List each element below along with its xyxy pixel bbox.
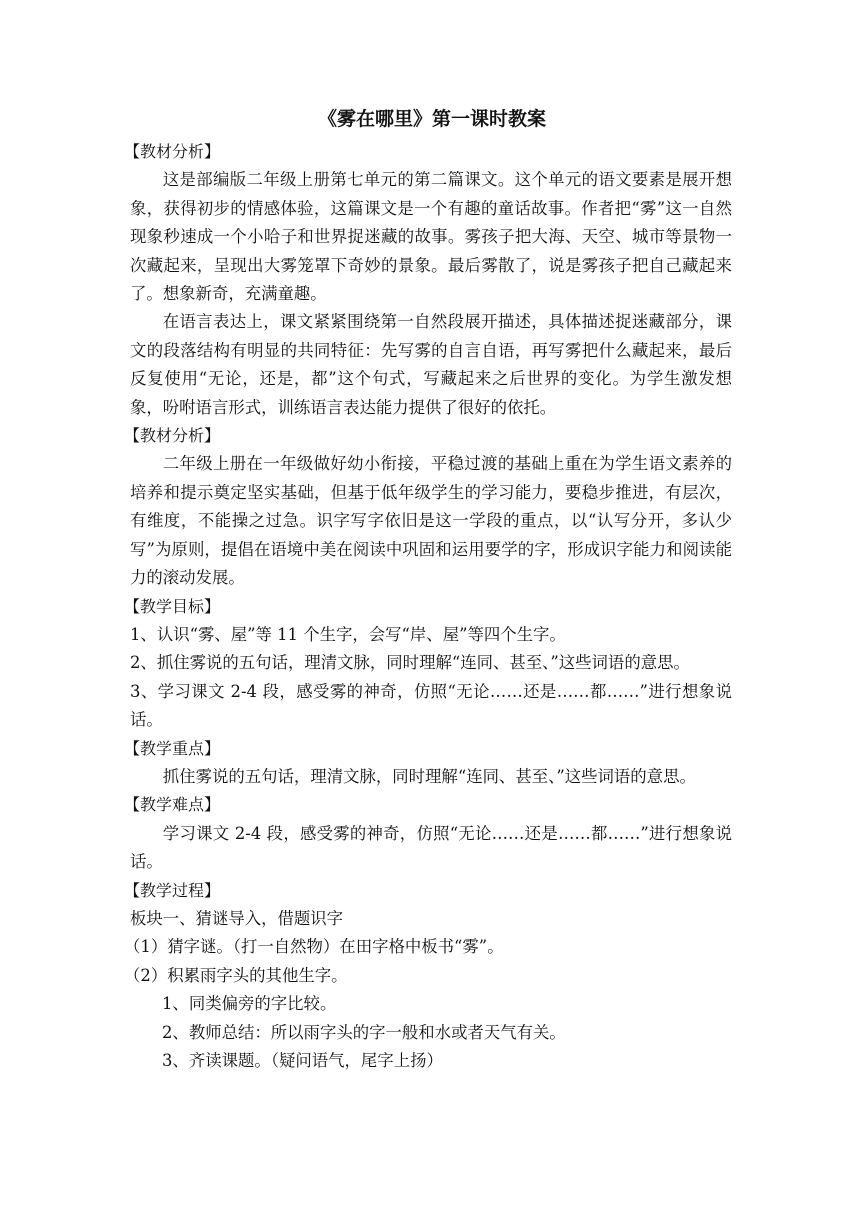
paragraph: 二年级上册在一年级做好幼小衔接，平稳过渡的基础上重在为学生语文素养的培养和提示奠定坚实基础，但基于低年级学生的学习能力，要稳步推进，有层次，有维度，不能操之过急。识字写字依旧是这一学段的重点，以“认写分开，多认少写”为原则，提倡在语境中美在阅读中巩固和运用要学的字，形成识字能力和阅读能力的滚动发展。 [130, 454, 732, 588]
goal-item: 2、抓住雾说的五句话，理清文脉，同时理解“连同、甚至、”这些词语的意思。 [130, 653, 690, 673]
paragraph: 学习课文 2-4 段，感受雾的神奇，仿照“无论……还是……都……”进行想象说话。 [130, 823, 732, 872]
substep-item: 2、教师总结：所以雨字头的字一般和水或者天气有关。 [162, 1022, 566, 1042]
goal-item: 3、学习课文 2-4 段，感受雾的神奇，仿照“无论……还是……都……”进行想象说话。 [130, 681, 732, 730]
step-item: （1）猜字谜。（打一自然物）在田字格中板书“雾”。 [124, 937, 504, 957]
section-heading-teaching-focus: 【教学重点】 [124, 738, 221, 758]
substep-item: 1、同类偏旁的字比较。 [162, 994, 337, 1014]
substep-item: 3、齐读课题。（疑问语气，尾字上扬） [162, 1051, 443, 1070]
block-title: 板块一、猜谜导入，借题识字 [130, 908, 344, 928]
section-heading-teaching-goals: 【教学目标】 [124, 596, 221, 616]
section-heading-material-analysis: 【教材分析】 [124, 142, 221, 161]
goal-item: 1、认识“雾、屋”等 11 个生字，会写“岸、屋”等四个生字。 [130, 624, 566, 644]
section-heading-teaching-difficulty: 【教学难点】 [124, 795, 221, 815]
paragraph: 这是部编版二年级上册第七单元的第二篇课文。这个单元的语文要素是展开想象，获得初步的情感体验，这篇课文是一个有趣的童话故事。作者把“雾”这一自然现象秒速成一个小哈子和世界捉迷藏的故事。雾孩子把大海、天空、城市等景物一次藏起来，呈现出大雾笼罩下奇妙的景象。最后雾散了，说是雾孩子把自己藏起来了。想象新奇，充满童趣。 [130, 170, 732, 304]
paragraph: 抓住雾说的五句话，理清文脉，同时理解“连同、甚至、”这些词语的意思。 [162, 766, 696, 786]
step-item: （2）积累雨字头的其他生字。 [124, 965, 348, 985]
section-heading-teaching-process: 【教学过程】 [124, 880, 221, 900]
document-title: 《雾在哪里》第一课时教案 [317, 108, 546, 130]
paragraph: 在语言表达上，课文紧紧围绕第一自然段展开描述，具体描述捉迷藏部分，课文的段落结构有明显的共同特征：先写雾的自言自语，再写雾把什么藏起来，最后反复使用“无论，还是，都”这个句式，写藏起来之后世界的变化。为学生激发想象，吩咐语言形式，训练语言表达能力提供了很好的依托。 [130, 312, 732, 417]
section-heading-material-analysis-2: 【教材分析】 [124, 426, 221, 446]
